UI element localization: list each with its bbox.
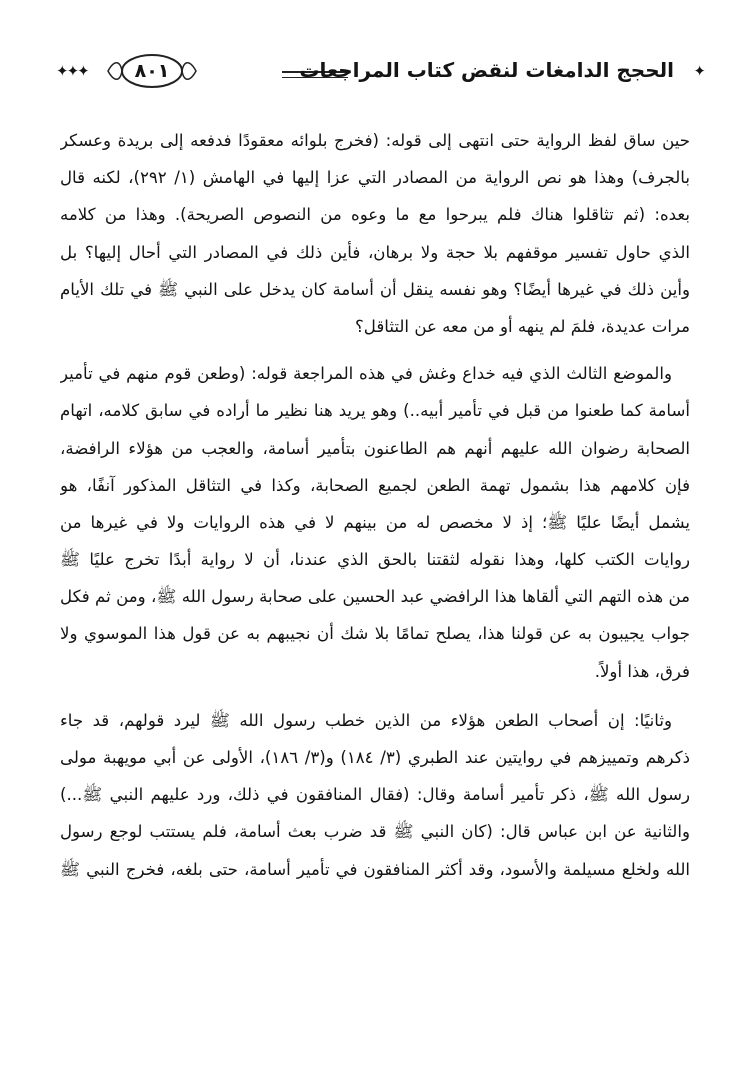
text-line: يشمل أيضًا عليًا ﷺ؛ إذ لا مخصص له من بينهم لا في هذه الروايات ولا في غيرها من [60,512,690,532]
text-line: والثانية عن ابن عباس قال: (كان النبي ﷺ قد ضرب بعث أسامة، فلم يستتب لوجع رسول [60,822,690,842]
text-line: روايات الكتب كلها، وهذا نقوله لثقتنا بالحق الذي عندنا، أن لا رواية أبدًا تخرج عليًا ﷺ [60,550,690,570]
text-line: فرق، هذا أولاً. [594,661,690,681]
running-title: الحجج الدامغات لنقض كتاب المراجعات [299,58,674,82]
text-line: الله ولخلع مسيلمة والأسود، وقد أكثر المنافقون في تأمير أسامة، حتى بلغه، فخرج النبي ﷺ [60,859,690,879]
text-line: وثانيًا: إن أصحاب الطعن هؤلاء من الذين خطب رسول الله ﷺ ليرد قولهم، قد جاء [60,710,672,730]
text-line: ذكرهم وتمييزهم في روايتين عند الطبري (٣/ ١٨٤) و(٣/ ١٨٦)، الأولى عن أبي مويهبة مولى [60,748,690,767]
text-line: مرات عديدة، فلمَ لم ينهه أو من معه عن التثاقل؟ [355,316,690,336]
text-line: بعده: (ثم تثاقلوا هناك فلم يبرحوا مع ما وعوه من النصوص الصريحة). وهذا من كلامه [60,205,690,225]
text-line: بالجرف) وهذا هو نص الرواية من المصادر التي عزا إليها في الهامش (١/ ٢٩٢)، لكنه قال [60,168,690,188]
text-line: من هذه التهم التي ألقاها هذا الرافضي عبد الحسين على صحابة رسول الله ﷺ، ومن ثم فكل [60,587,690,607]
text-line: الصحابة رضوان الله عليهم أنهم هم الطاعنون بتأمير أسامة، والعجب من هؤلاء الرافضة، [60,438,690,458]
text-line: وأين ذلك في غيرها أيضًا؟ وهو نفسه ينقل أن أسامة كان يدخل على النبي ﷺ في تلك الأيام [60,279,690,299]
text-line: أسامة كما طعنوا من قبل في تأمير أبيه..) وهو يريد هنا نظير ما أراده في سابق كلامه، اتهام [60,401,690,421]
text-line: رسول الله ﷺ، ذكر تأمير أسامة وقال: (فقال المنافقون في ذلك، ورد عليهم النبي ﷺ...) [60,785,690,805]
text-line: فإن كلامهم هذا بشمول تهمة الطعن لجميع الصحابة، وكذا في التثاقل المذكور آنفًا، هو [60,475,690,495]
paragraph [60,355,690,690]
text-line: والموضع الثالث الذي فيه خداع وغش في هذه المراجعة قوله: (وطعن قوم منهم في تأمير [60,364,672,384]
page-number: ٨٠١ [134,60,170,82]
page-number-cartouche [104,52,200,90]
paragraph [60,702,690,888]
paragraph [60,122,690,345]
header-ornament-right: ✦ [693,62,704,80]
running-header [56,52,704,92]
text-line: الذي حاول تفسير موقفهم بلا حجة ولا برهان، فأين ذلك في المصادر التي أحال إليها؟ بل [60,242,690,262]
header-ornament-left: ✦✦✦ [56,62,88,80]
main-text [60,122,690,888]
text-line: حين ساق لفظ الرواية حتى انتهى إلى قوله: (فخرج بلوائه معقودًا فدفعه إلى بريدة وعسكر [60,131,690,150]
text-line: جواب يجيبون به عن قولنا هذا، يصلح تمامًا بلا شك أن نجيبهم به عن قول هذا الموسوي ولا [60,624,690,644]
